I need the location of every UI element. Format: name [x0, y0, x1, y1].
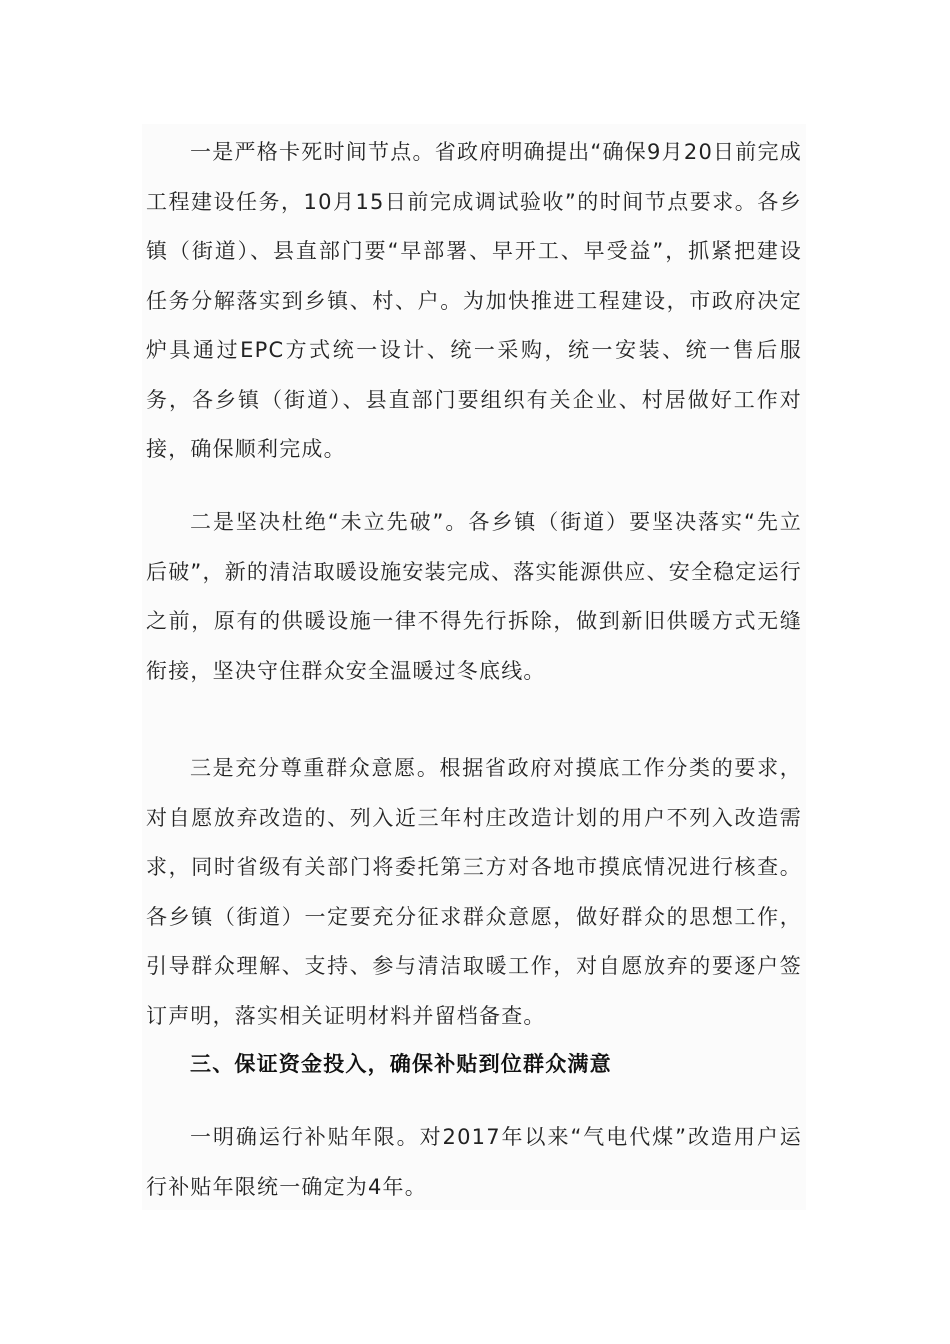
- document-body: [142, 124, 806, 1210]
- paragraph-public-will: 三是充分尊重群众意愿。根据省政府对摸底工作分类的要求，对自愿放弃改造的、列入近三年村庄改造计划的用户不列入改造需求，同时省级有关部门将委托第三方对各地市摸底情况进行核查。各乡镇（街道）一定要充分征求群众意愿，做好群众的思想工作，引导群众理解、支持、参与清洁取暖工作，对自愿放弃的要逐户签订声明，落实相关证明材料并留档备查。: [146, 756, 802, 1028]
- section-heading-funding: 三、保证资金投入，确保补贴到位群众满意: [190, 1052, 612, 1076]
- paragraph-subsidy-years: 一明确运行补贴年限。对2017年以来“气电代煤”改造用户运行补贴年限统一确定为4年。: [146, 1125, 802, 1199]
- paragraph-time-nodes: 一是严格卡死时间节点。省政府明确提出“确保9月20日前完成工程建设任务，10月15日前完成调试验收”的时间节点要求。各乡镇（街道）、县直部门要“早部署、早开工、早受益”，抓紧把建设任务分解落实到乡镇、村、户。为加快推进工程建设，市政府决定炉具通过EPC方式统一设计、统一采购，统一安装、统一售后服务，各乡镇（街道）、县直部门要组织有关企业、村居做好工作对接，确保顺利完成。: [146, 140, 802, 461]
- paragraph-build-before-break: 二是坚决杜绝“未立先破”。各乡镇（街道）要坚决落实“先立后破”，新的清洁取暖设施安装完成、落实能源供应、安全稳定运行之前，原有的供暖设施一律不得先行拆除，做到新旧供暖方式无缝衔接，坚决守住群众安全温暖过冬底线。: [146, 510, 802, 683]
